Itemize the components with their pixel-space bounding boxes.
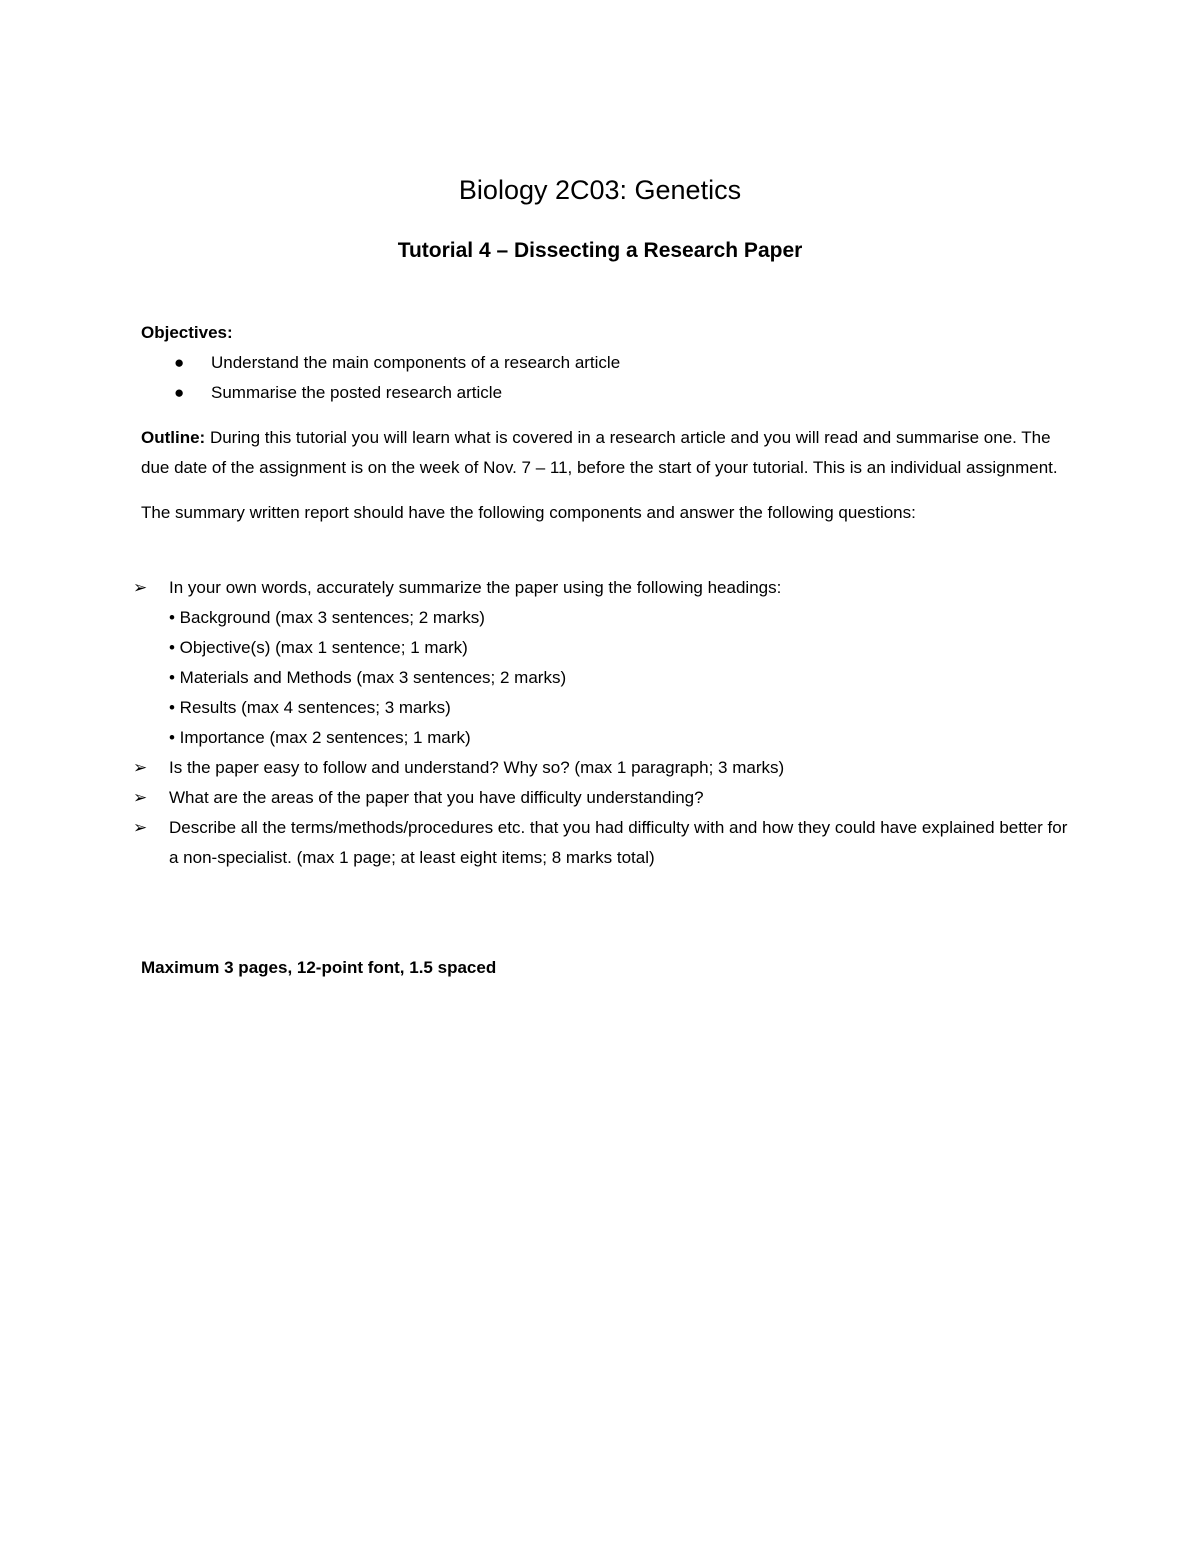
arrow-bullet-icon: ➢	[133, 758, 148, 777]
bullet-icon: ●	[174, 383, 185, 402]
headings-list	[169, 603, 1071, 753]
question-text: Describe all the terms/methods/procedures etc. that you had difficulty with and how they could have explained better for a non-specialist. (max 1 page; at least eight items; 8 marks total)	[169, 818, 1068, 867]
summary-intro: The summary written report should have the following components and answer the following questions:	[141, 503, 916, 522]
list-item: • Materials and Methods (max 3 sentences; 2 marks)	[169, 668, 567, 687]
outline-label: Outline:	[141, 428, 206, 447]
arrow-bullet-icon: ➢	[133, 788, 148, 807]
list-item: • Importance (max 2 sentences; 1 mark)	[169, 728, 471, 747]
list-item	[141, 348, 1071, 378]
footer-note: Maximum 3 pages, 12-point font, 1.5 spaced	[141, 958, 497, 977]
bullet-icon: ●	[174, 353, 185, 372]
objective-text: Summarise the posted research article	[211, 383, 503, 402]
objective-text: Understand the main components of a research article	[211, 353, 621, 372]
questions-list	[133, 573, 1071, 873]
question-text: What are the areas of the paper that you have difficulty understanding?	[169, 788, 704, 807]
list-item	[141, 378, 1071, 408]
objectives-label: Objectives:	[141, 323, 233, 342]
list-item	[133, 753, 1071, 783]
document-body	[133, 318, 1071, 983]
list-item	[133, 783, 1071, 813]
list-item: • Objective(s) (max 1 sentence; 1 mark)	[169, 638, 468, 657]
arrow-bullet-icon: ➢	[133, 578, 148, 597]
outline-paragraph	[141, 423, 1071, 483]
document-subtitle: Tutorial 4 – Dissecting a Research Paper	[397, 239, 803, 262]
question-text: Is the paper easy to follow and understand? Why so? (max 1 paragraph; 3 marks)	[169, 758, 785, 777]
list-item: • Background (max 3 sentences; 2 marks)	[169, 608, 485, 627]
arrow-bullet-icon: ➢	[133, 818, 148, 837]
list-item	[133, 813, 1071, 873]
list-item	[133, 573, 1071, 753]
objectives-list	[141, 348, 1071, 408]
outline-text: During this tutorial you will learn what is covered in a research article and you will read and summarise one. The due date of the assignment is on the week of Nov. 7 – 11, before the start of your tutorial. This is an individual assignment.	[141, 428, 1058, 477]
question-text: In your own words, accurately summarize the paper using the following headings:	[169, 578, 782, 597]
list-item: • Results (max 4 sentences; 3 marks)	[169, 698, 451, 717]
document-title: Biology 2C03: Genetics	[458, 175, 742, 205]
